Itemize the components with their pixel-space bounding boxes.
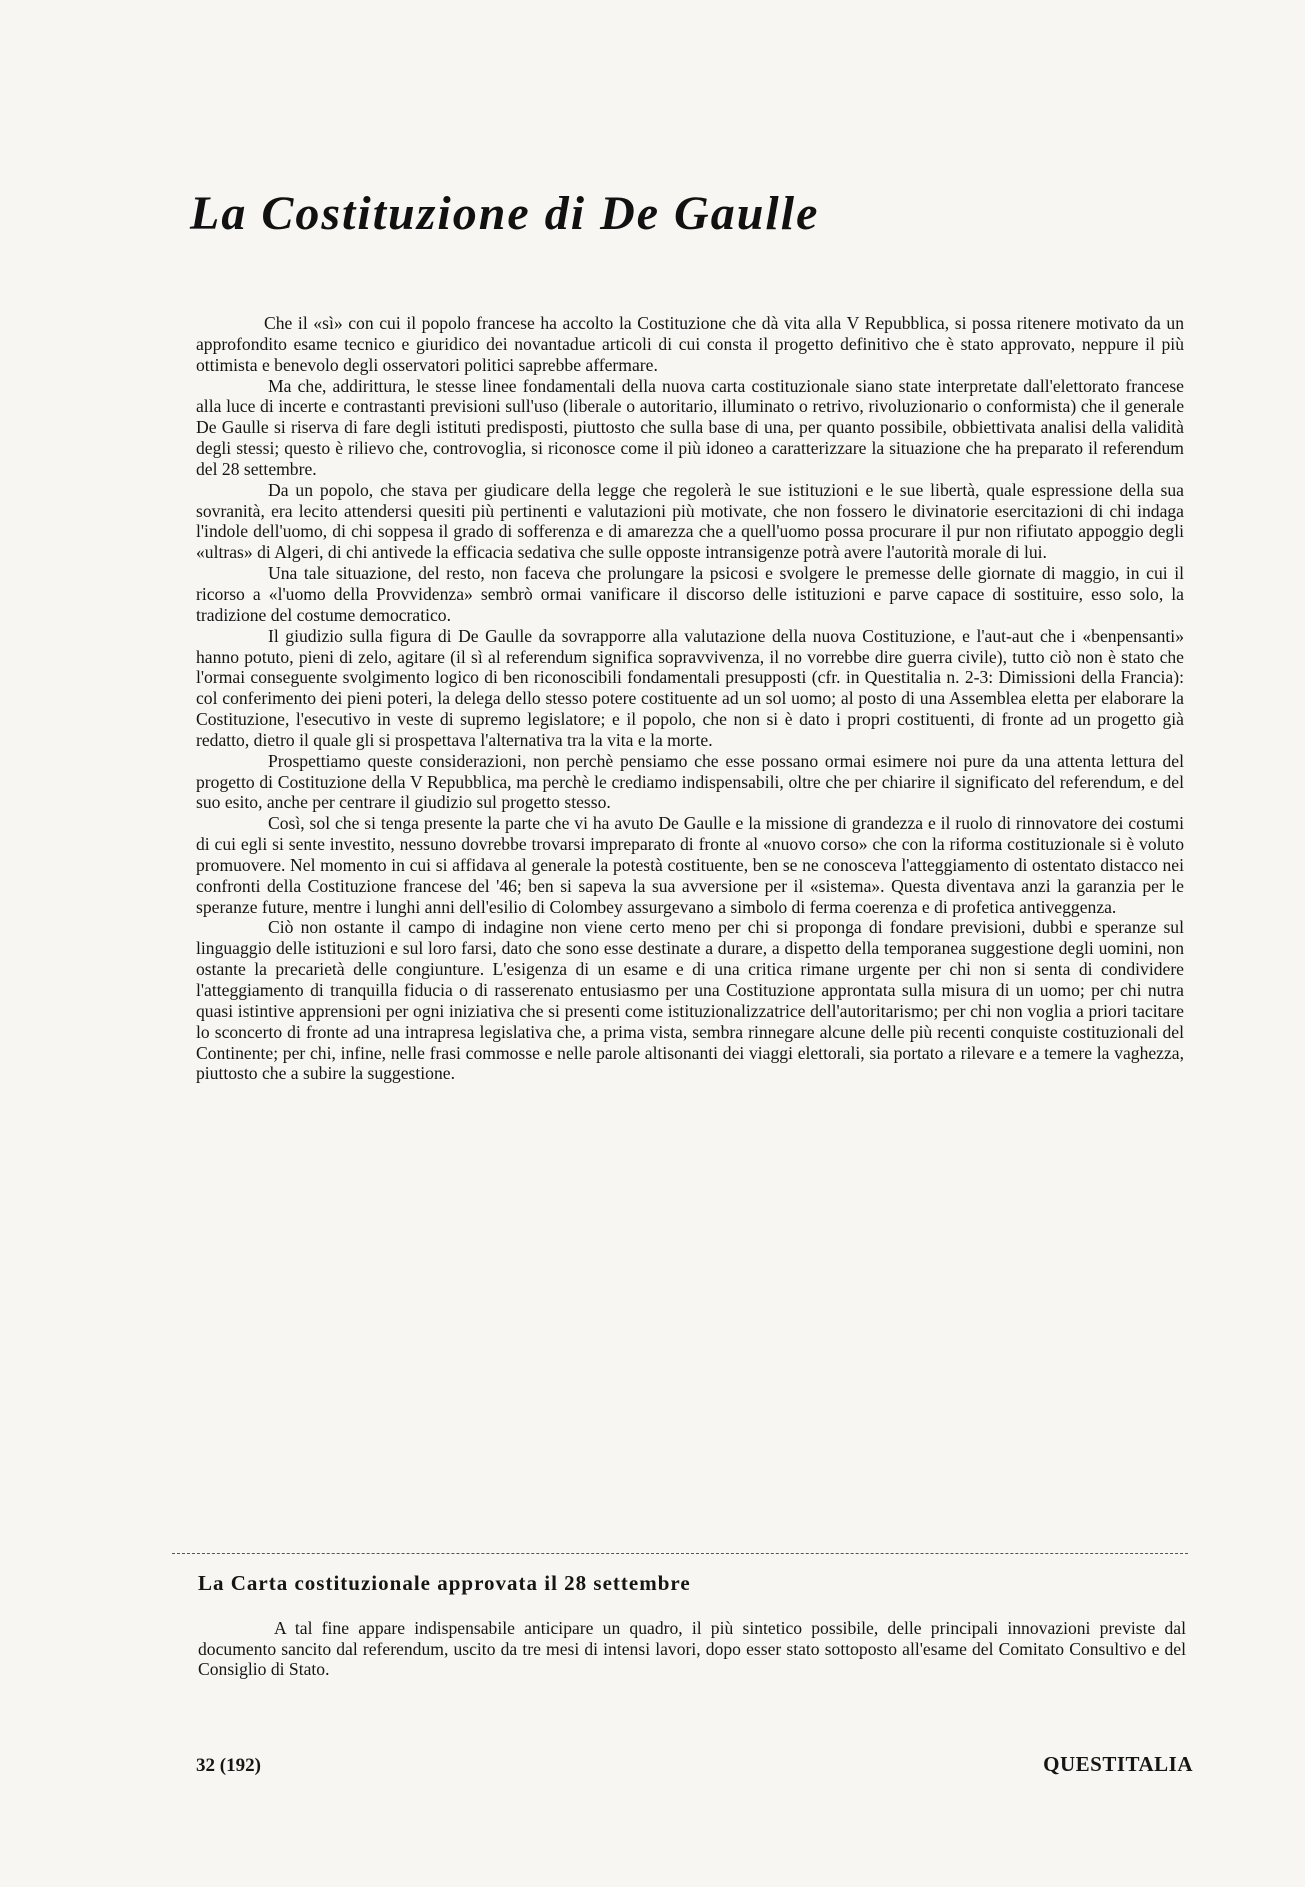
article-paragraph-3: Da un popolo, che stava per giudicare della legge che regolerà le sue istituzioni e le sue libertà, quale espressione della sua sovranità, era lecito attendersi quesiti più pertinenti e valutazioni più motivate, che non fossero le divinatorie esercitazioni di chi indaga l'indole dell'uomo, di chi soppesa il grado di sofferenza e di amarezza che a quell'uomo possa procurare il pur non rifiutato appoggio degli «ultras» di Algeri, di chi antivede la efficacia sedativa che sulle opposte intransigenze potrà avere l'autorità morale di lui.: [196, 479, 1184, 563]
article-body: [196, 313, 1184, 1084]
section-paragraph: A tal fine appare indispensabile anticipare un quadro, il più sintetico possibile, delle principali innovazioni previste dal documento sancito dal referendum, uscito da tre mesi di intensi lavori, dopo esser stato sottoposto all'esame del Comitato Consultivo e del Consiglio di Stato.: [198, 1618, 1186, 1680]
journal-name: QUESTITALIA: [1043, 1752, 1193, 1776]
article-paragraph-4: Una tale situazione, del resto, non faceva che prolungare la psicosi e svolgere le premesse delle giornate di maggio, in cui il ricorso a «l'uomo della Provvidenza» sembrò ormai vanificare il discorso delle istituzioni e parve capace di sostituire, esso solo, la tradizione del costume democratico.: [196, 563, 1184, 625]
page-number: 32 (192): [196, 1755, 261, 1776]
article-paragraph-8: Ciò non ostante il campo di indagine non viene certo meno per chi si proponga di fondare previsioni, dubbi e speranze sul linguaggio delle istituzioni e sul loro farsi, dato che sono esse destinate a durare, a dispetto della temporanea suggestione degli uomini, non ostante la precarietà delle congiunture. L'esigenza di un esame e di una critica rimane urgente per chi non si senta di condividere l'atteggiamento di tranquilla fiducia o di rasserenato entusiasmo per una Costituzione approntata sulla misura di un uomo; per chi nutra quasi istintive apprensioni per ogni iniziativa che si presenti come istituzionalizzatrice dell'autoritarismo; per chi non voglia a priori tacitare lo sconcerto di fronte ad una intrapresa legislativa che, a prima vista, sembra rinnegare alcune delle più recenti conquiste costituzionali del Continente; per chi, infine, nelle frasi commosse e nelle parole altisonanti dei viaggi elettorali, sia portato a rilevare e a temere la vaghezza, piuttosto che a subire la suggestione.: [196, 917, 1184, 1084]
article-paragraph-5: Il giudizio sulla figura di De Gaulle da sovrapporre alla valutazione della nuova Costituzione, e l'aut-aut che i «benpensanti» hanno potuto, pieni di zelo, agitare (il sì al referendum significa sopravvivenza, il no vorrebbe dire guerra civile), tutto ciò non è stato che l'ormai conseguente svolgimento logico di ben riconoscibili fondamentali presupposti (cfr. in Questitalia n. 2-3: Dimissioni della Francia): col conferimento dei pieni poteri, la delega dello stesso potere costituente ad un sol uomo; al posto di una Assemblea eletta per elaborare la Costituzione, l'esecutivo in veste di supremo legislatore; e il popolo, che non si è dato i propri costituenti, di fronte ad un progetto già redatto, dietro il quale gli si prospettava l'alternativa tra la vita e la morte.: [196, 625, 1184, 750]
section-divider: [172, 1553, 1188, 1554]
article-title: La Costituzione di De Gaulle: [190, 187, 820, 240]
article-paragraph-2: Ma che, addirittura, le stesse linee fondamentali della nuova carta costituzionale siano state interpretate dall'elettorato francese alla luce di incerte e contrastanti previsioni sull'uso (liberale o autoritario, illuminato o retrivo, rivoluzionario o conformista) che il generale De Gaulle si riserva di fare degli istituti predisposti, piuttosto che sulla base di una, per quanto possibile, obbiettivata analisi della validità degli stessi; questo è rilievo che, controvoglia, si riconosce come il più idoneo a caratterizzare la situazione che ha preparato il referendum del 28 settembre.: [196, 375, 1184, 479]
section-heading: La Carta costituzionale approvata il 28 settembre: [198, 1571, 691, 1595]
section-body: [198, 1618, 1186, 1680]
article-paragraph-7: Così, sol che si tenga presente la parte che vi ha avuto De Gaulle e la missione di grandezza e il ruolo di rinnovatore dei costumi di cui egli si sente investito, nessuno dovrebbe trovarsi impreparato di fronte al «nuovo corso» che con la riforma costituzionale si è voluto promuovere. Nel momento in cui si affidava al generale la potestà costituente, ben se ne conosceva l'atteggiamento di ostentato distacco nei confronti della Costituzione francese del '46; ben si sapeva la sua avversione per il «sistema». Questa diventava anzi la garanzia per le speranze future, mentre i lunghi anni dell'esilio di Colombey assurgevano a simbolo di ferma coerenza e di profetica antiveggenza.: [196, 813, 1184, 917]
article-paragraph-6: Prospettiamo queste considerazioni, non perchè pensiamo che esse possano ormai esimere noi pure da una attenta lettura del progetto di Costituzione della V Repubblica, ma perchè le crediamo indispensabili, oltre che per chiarire il significato del referendum, e del suo esito, anche per centrare il giudizio sul progetto stesso.: [196, 750, 1184, 813]
article-paragraph-1: Che il «sì» con cui il popolo francese ha accolto la Costituzione che dà vita alla V Repubblica, si possa ritenere motivato da un approfondito esame tecnico e giuridico dei novantadue articoli di cui consta il progetto definitivo che è stato approvato, neppure il più ottimista e benevolo degli osservatori politici saprebbe affermare.: [196, 313, 1184, 375]
